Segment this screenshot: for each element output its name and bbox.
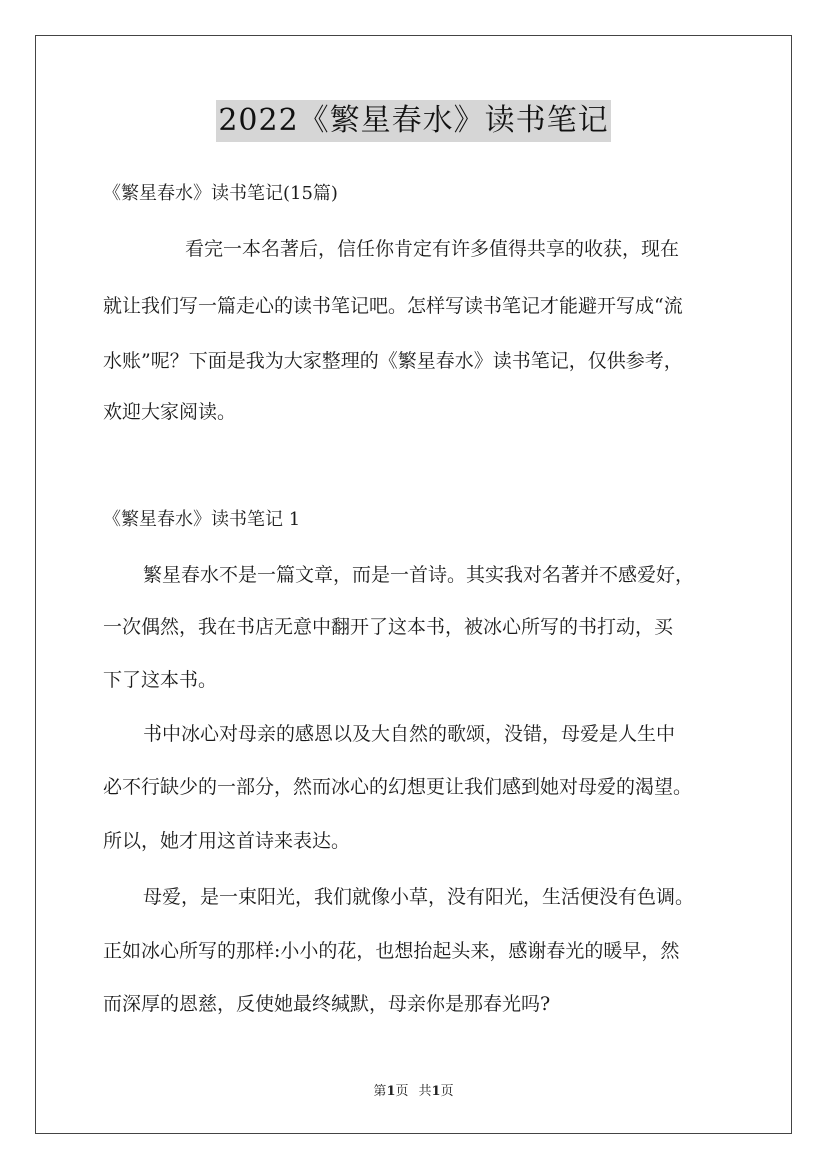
subtitle: 《繁星春水》读书笔记(15篇)	[103, 183, 338, 204]
intro-line: 就让我们写一篇走心的读书笔记吧。怎样写读书笔记才能避开写成“流	[103, 295, 683, 317]
section-heading: 《繁星春水》读书笔记 1	[103, 509, 301, 530]
paragraph-line: 书中冰心对母亲的感恩以及大自然的歌颂，没错，母爱是人生中	[143, 723, 676, 745]
paragraph-line: 必不行缺少的一部分，然而冰心的幻想更让我们感到她对母爱的渴望。	[103, 776, 693, 798]
intro-line: 看完一本名著后，信任你肯定有许多值得共享的收获，现在	[185, 238, 680, 260]
paragraph-line: 下了这本书。	[103, 669, 218, 691]
title-container	[0, 100, 827, 142]
document-title: 2022《繁星春水》读书笔记	[216, 100, 610, 142]
total-prefix: 共	[418, 1084, 432, 1099]
paragraph-line: 而深厚的恩慈，反使她最终缄默，母亲你是那春光吗?	[103, 993, 551, 1015]
paragraph-line: 繁星春水不是一篇文章，而是一首诗。其实我对名著并不感爱好，	[143, 564, 695, 586]
page-footer	[0, 1082, 827, 1102]
page-suffix: 页	[395, 1084, 409, 1099]
total-pages: 1	[431, 1084, 441, 1099]
page-prefix: 第	[373, 1084, 387, 1099]
paragraph-line: 所以，她才用这首诗来表达。	[103, 830, 351, 852]
paragraph-line: 一次偶然，我在书店无意中翻开了这本书，被冰心所写的书打动，买	[103, 616, 674, 638]
intro-line: 水账”呢？下面是我为大家整理的《繁星春水》读书笔记，仅供参考，	[103, 350, 683, 372]
total-suffix: 页	[440, 1084, 454, 1099]
paragraph-line: 正如冰心所写的那样:小小的花，也想抬起头来，感谢春光的暖早，然	[103, 940, 680, 962]
paragraph-line: 母爱，是一束阳光，我们就像小草，没有阳光，生活便没有色调。	[143, 886, 695, 908]
page-number: 1	[386, 1084, 396, 1099]
intro-line: 欢迎大家阅读。	[103, 401, 237, 423]
